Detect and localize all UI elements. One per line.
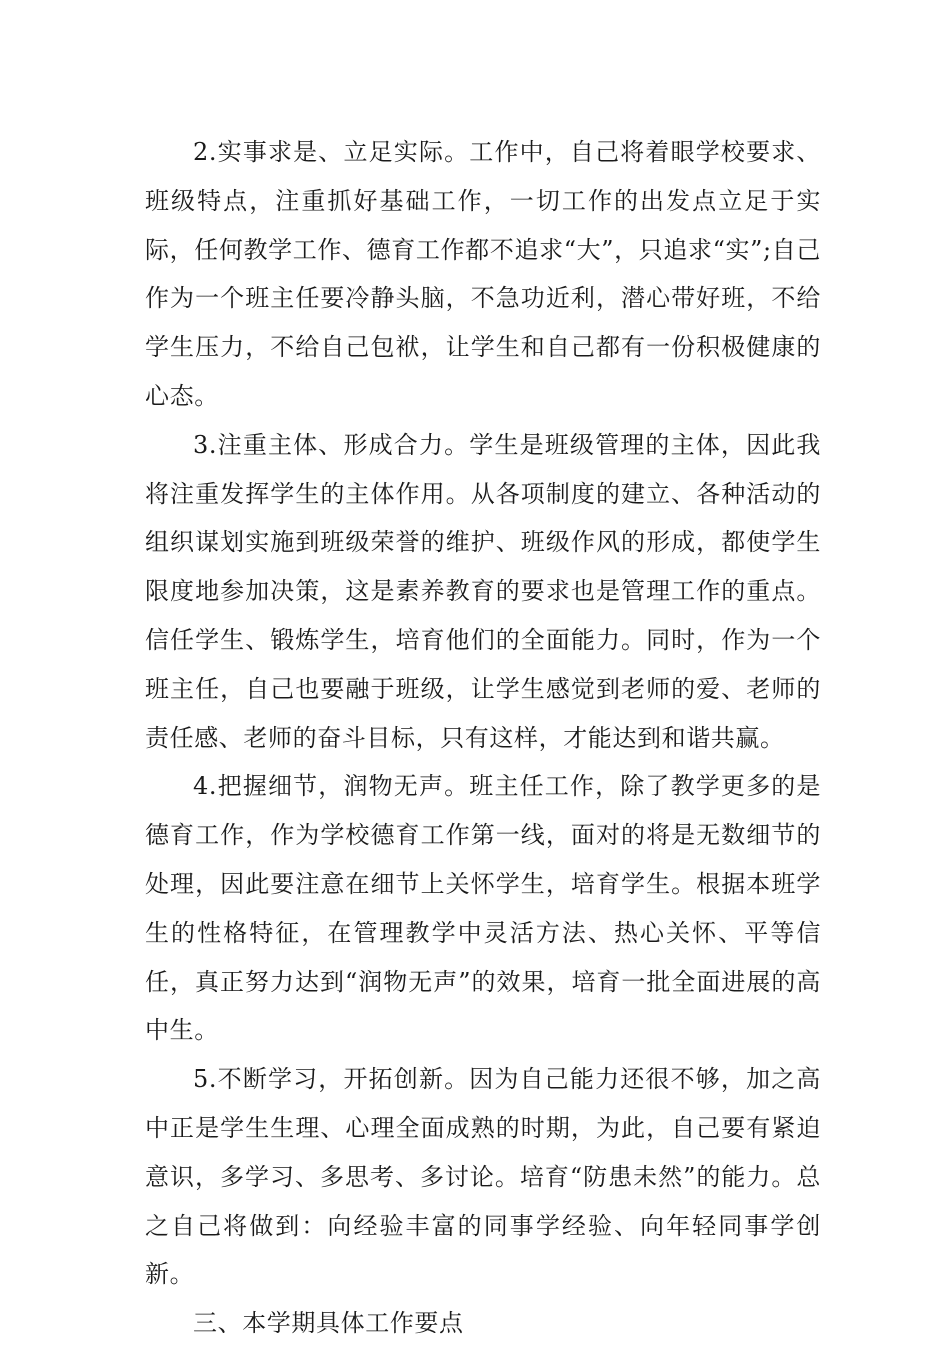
paragraph-point-3: 3.注重主体、形成合力。学生是班级管理的主体，因此我将注重发挥学生的主体作用。从各项制度的建立、各种活动的组织谋划实施到班级荣誉的维护、班级作风的形成，都使学生限度地参加决策，这是素养教育的要求也是管理工作的重点。信任学生、锻炼学生，培育他们的全面能力。同时，作为一个班主任，自己也要融于班级，让学生感觉到老师的爱、老师的责任感、老师的奋斗目标，只有这样，才能达到和谐共赢。 bbox=[145, 430, 821, 752]
document-body bbox=[145, 128, 821, 1348]
section-heading: 三、本学期具体工作要点 bbox=[193, 1309, 464, 1338]
paragraph-point-2: 2.实事求是、立足实际。工作中，自己将着眼学校要求、班级特点，注重抓好基础工作，一切工作的出发点立足于实际，任何教学工作、德育工作都不追求“大”，只追求“实”;自己作为一个班主任要冷静头脑，不急功近利，潜心带好班，不给学生压力，不给自己包袱，让学生和自己都有一份积极健康的心态。 bbox=[145, 138, 821, 410]
paragraph-point-4: 4.把握细节，润物无声。班主任工作，除了教学更多的是德育工作，作为学校德育工作第一线，面对的将是无数细节的处理，因此要注意在细节上关怀学生，培育学生。根据本班学生的性格特征，在管理教学中灵活方法、热心关怀、平等信任，真正努力达到“润物无声”的效果，培育一批全面进展的高中生。 bbox=[145, 772, 821, 1045]
paragraph-point-5: 5.不断学习，开拓创新。因为自己能力还很不够，加之高中正是学生生理、心理全面成熟的时期，为此，自己要有紧迫意识，多学习、多思考、多讨论。培育“防患未然”的能力。总之自己将做到：向经验丰富的同事学经验、向年轻同事学创新。 bbox=[145, 1065, 821, 1289]
